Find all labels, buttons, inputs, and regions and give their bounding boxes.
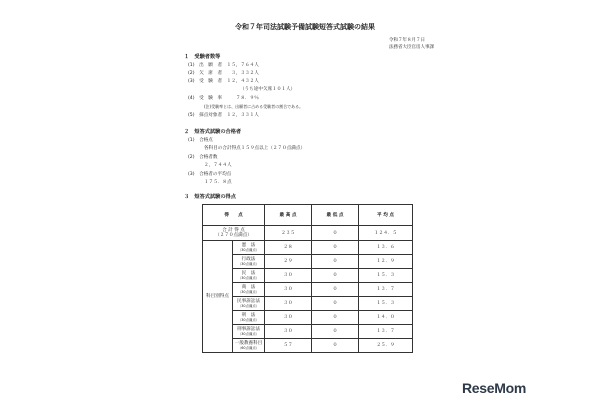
subject-name: 民 法 — [241, 270, 256, 276]
subject-avg: １３．７ — [359, 325, 413, 339]
total-max: ２３５ — [265, 226, 312, 241]
document-page — [170, 22, 438, 392]
subject-name-cell — [233, 241, 265, 255]
header-avg: 平 均 点 — [359, 205, 413, 226]
subject-avg: １５．３ — [359, 269, 413, 283]
table-header-row — [203, 205, 413, 226]
subject-max-points: （30点満点） — [237, 275, 260, 280]
subject-avg: １４．０ — [359, 311, 413, 325]
subject-max: ２９ — [265, 255, 312, 269]
subject-name-cell — [233, 311, 265, 325]
score-table — [202, 204, 413, 353]
table-row — [203, 255, 413, 269]
header-max: 最 高 点 — [265, 205, 312, 226]
subject-name-cell — [233, 339, 265, 353]
passers-count-label: (2) 合格者数 — [188, 155, 218, 160]
subject-name: 商 法 — [241, 284, 256, 290]
issue-date: 令和７年８月７日 — [389, 38, 425, 43]
table-row — [203, 241, 413, 255]
passing-score: 各科目の合計得点１５９点以上（２７０点満点） — [204, 146, 306, 151]
passing-score-label: (1) 合格点 — [188, 138, 213, 143]
subject-max: ２８ — [265, 241, 312, 255]
subject-max-points: （60点満点） — [237, 345, 260, 350]
examinees-line: (3) 受 験 者 １２，４３２人 — [188, 79, 259, 84]
header-item: 得 点 — [203, 205, 265, 226]
absent-line: (2) 欠 席 者 ３，３３２人 — [188, 71, 259, 76]
by-subject-label: 科目別得点 — [203, 241, 233, 353]
subject-min: ０ — [312, 339, 359, 353]
subject-name-cell — [233, 297, 265, 311]
passers-average-label: (3) 合格者の平均点 — [188, 172, 232, 177]
subject-name-cell — [233, 283, 265, 297]
table-row — [203, 297, 413, 311]
rate-line: (4) 受 験 率 ７８．９％ — [188, 96, 259, 101]
subject-max: ３０ — [265, 283, 312, 297]
subject-max-points: （30点満点） — [237, 247, 260, 252]
subject-name: 行政法 — [241, 256, 256, 262]
subject-max-points: （30点満点） — [237, 289, 260, 294]
date-block — [389, 37, 434, 51]
subject-min: ０ — [312, 325, 359, 339]
subject-max: ３０ — [265, 297, 312, 311]
subject-avg: ２５．９ — [359, 339, 413, 353]
total-label: 合 計 得 点 — [222, 228, 245, 233]
scored-line: (5) 採点対象者 １２，３３１人 — [188, 113, 259, 118]
passers-count: ２，７４４人 — [204, 163, 232, 168]
table-row — [203, 339, 413, 353]
subject-max-points: （30点満点） — [237, 331, 260, 336]
table-row — [203, 325, 413, 339]
subject-min: ０ — [312, 297, 359, 311]
total-min: ０ — [312, 226, 359, 241]
subject-max-points: （30点満点） — [237, 261, 260, 266]
subject-max: ３０ — [265, 311, 312, 325]
table-row — [203, 269, 413, 283]
table-row — [203, 311, 413, 325]
subject-name: 一般教養科目 — [234, 340, 263, 346]
passers-average: １７５．８点 — [204, 180, 232, 185]
subject-min: ０ — [312, 255, 359, 269]
subject-max: ３０ — [265, 269, 312, 283]
subject-name: 民事訴訟法 — [237, 298, 260, 304]
subject-max-points: （30点満点） — [237, 303, 260, 308]
subject-min: ０ — [312, 269, 359, 283]
total-avg: １２４．５ — [359, 226, 413, 241]
subject-min: ０ — [312, 241, 359, 255]
table-row — [203, 283, 413, 297]
page-title: 令和７年司法試験予備試験短答式試験の結果 — [235, 23, 375, 31]
rate-note: (注)受験率とは、出願者に占める受験者の割合である。 — [204, 104, 304, 109]
total-sub: （２７０点満点） — [215, 233, 252, 238]
section3-heading: ３ 短答式試験の得点 — [184, 194, 236, 200]
subject-max-points: （30点満点） — [237, 317, 260, 322]
subject-avg: １２．９ — [359, 255, 413, 269]
applicants-line: (1) 出 願 者 １５，７６４人 — [188, 63, 259, 68]
header-min: 最 低 点 — [312, 205, 359, 226]
section1-heading: １ 受験者数等 — [184, 54, 221, 60]
total-label-cell — [203, 226, 265, 241]
logo-text-part2: om — [505, 380, 527, 396]
section2-heading: ２ 短答式試験の合格者 — [184, 129, 242, 135]
total-row — [203, 226, 413, 241]
issuing-office: 法務省大臣官房人事課 — [389, 45, 434, 50]
subject-min: ０ — [312, 283, 359, 297]
subject-name-cell — [233, 325, 265, 339]
subject-min: ０ — [312, 311, 359, 325]
subject-name-cell — [233, 255, 265, 269]
subject-avg: １３．７ — [359, 283, 413, 297]
examinees-note: （うち途中欠席１０１人） — [240, 87, 296, 92]
subject-name: 刑事訴訟法 — [237, 326, 260, 332]
subject-name: 憲 法 — [241, 242, 256, 248]
subject-max: ３０ — [265, 325, 312, 339]
subject-avg: １５．３ — [359, 297, 413, 311]
subject-avg: １３．６ — [359, 241, 413, 255]
subject-name-cell — [233, 269, 265, 283]
subject-max: ５７ — [265, 339, 312, 353]
subject-name: 刑 法 — [241, 312, 256, 318]
logo-text-part1: ReseM — [462, 380, 506, 396]
resemom-watermark-logo — [462, 380, 526, 396]
